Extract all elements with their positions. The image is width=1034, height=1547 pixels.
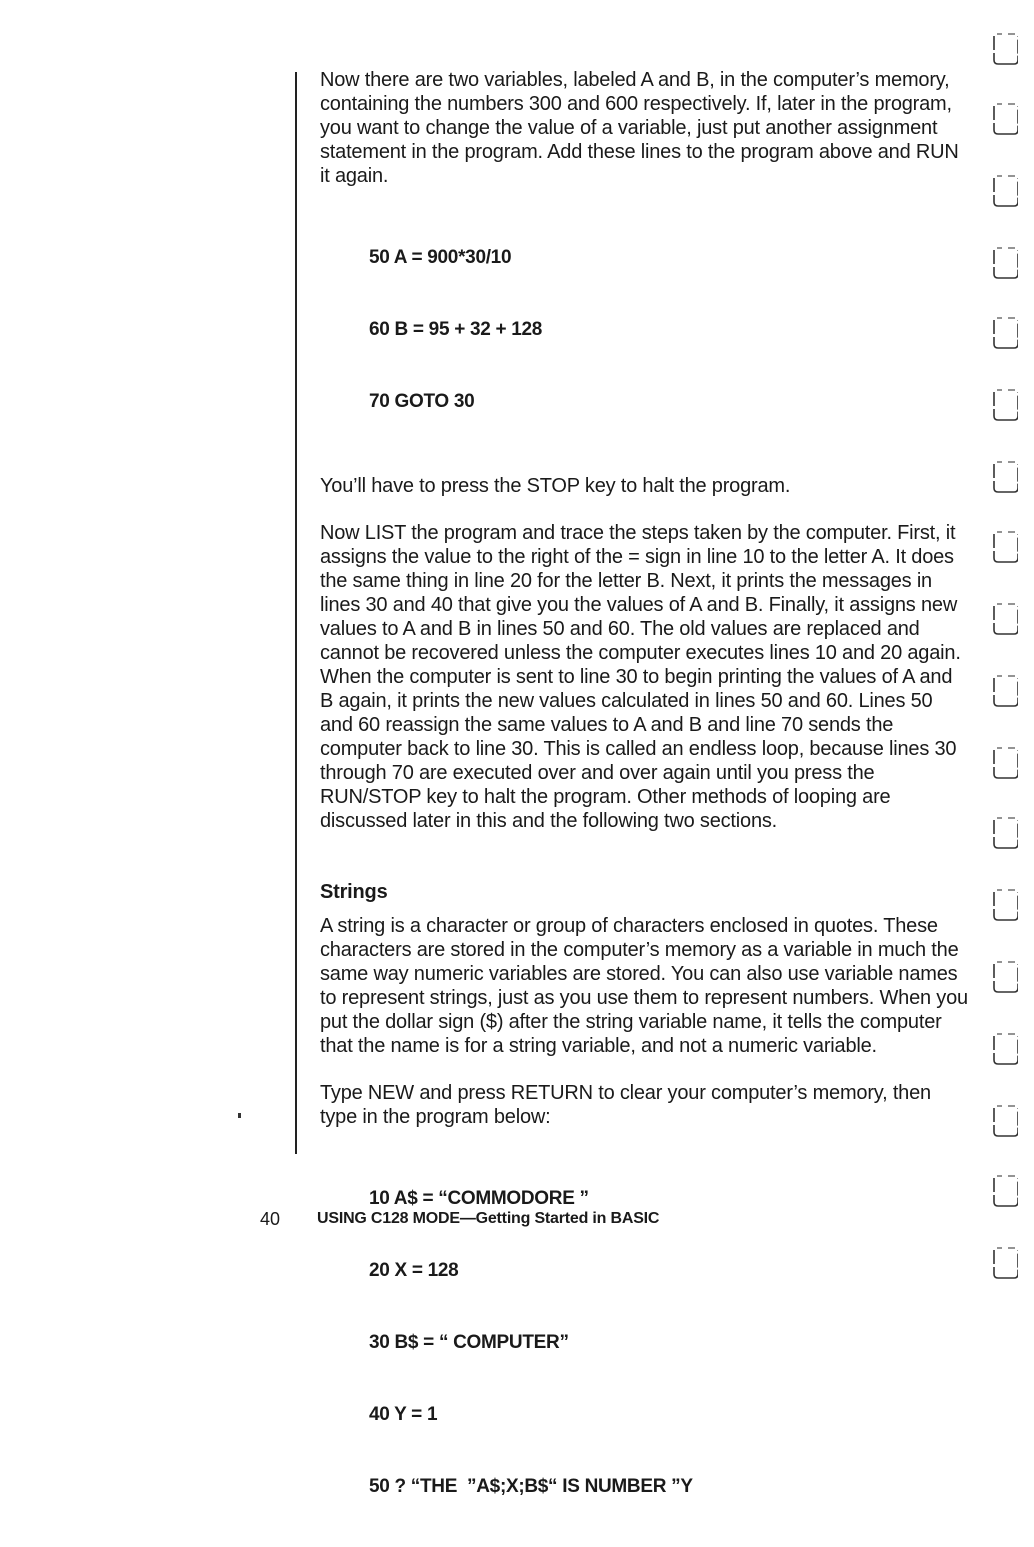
binder-hole-icon: [988, 100, 1018, 138]
paragraph-type-new: Type NEW and press RETURN to clear your computer’s memory, then type in the program below:: [320, 1082, 931, 1128]
binder-hole-icon: [988, 1102, 1018, 1140]
binder-hole-icon: [988, 744, 1018, 782]
code-line: 40 Y = 1: [369, 1404, 438, 1425]
code-line: 20 X = 128: [369, 1260, 459, 1281]
paragraph-variables-intro: Now there are two variables, labeled A and B, in the computer’s memory, containing the numbers 300 and 600 respectively. If, later in the program, you want to change the value of a variable, just put another assignment statement in the program. Add these lines to the program above and RUN it again.: [320, 69, 959, 187]
binder-holes-strip: [982, 0, 1034, 1328]
paragraph-list-program: Now LIST the program and trace the steps taken by the computer. First, it assigns the value to the right of the = sign in line 10 to the letter A. It does the same thing in line 20 for the letter B. Next, it prints the messages in lines 30 and 40 that give you the values of A and B. Finally, it assigns new values to A and B in lines 50 and 60. The old values are replaced and cannot be recovered unless the computer executes lines 10 and 20 again. When the computer is sent to line 30 to begin printing the values of A and B again, it prints the new values calculated in lines 50 and 60. Lines 50 and 60 reassign the same values to A and B and line 70 sends the computer back to line 30. This is called an endless loop, because lines 30 through 70 are executed over and over again until you press the RUN/STOP key to halt the program. Other methods of looping are discussed later in this and the following two sections.: [320, 522, 961, 832]
code-line: 60 B = 95 + 32 + 128: [369, 319, 543, 340]
binder-hole-icon: [988, 958, 1018, 996]
main-text-column: [320, 68, 970, 1547]
code-line: 50 ? “THE ”A$;X;B$“ IS NUMBER ”Y: [369, 1476, 693, 1497]
code-line: 50 A = 900*30/10: [369, 247, 512, 268]
binder-hole-icon: [988, 814, 1018, 852]
binder-hole-icon: [988, 386, 1018, 424]
margin-rule: [295, 72, 297, 1154]
code-listing-1: [369, 198, 970, 462]
section-heading-strings: Strings: [320, 881, 388, 903]
binder-hole-icon: [988, 1172, 1018, 1210]
paragraph-stop-key: You’ll have to press the STOP key to halt the program.: [320, 475, 791, 497]
paragraph-strings-intro: A string is a character or group of characters enclosed in quotes. These characters are stored in the computer’s memory as a variable in much the same way numeric variables are stored. You can also use variable names to represent strings, just as you use them to represent numbers. When you put the dollar sign ($) after the string variable name, it tells the computer that the name is for a string variable, and not a numeric variable.: [320, 915, 968, 1057]
binder-hole-icon: [988, 30, 1018, 68]
binder-hole-icon: [988, 1244, 1018, 1282]
code-listing-2: [369, 1139, 970, 1547]
code-line: 70 GOTO 30: [369, 391, 475, 412]
binder-hole-icon: [988, 672, 1018, 710]
binder-hole-icon: [988, 458, 1018, 496]
page-number: 40: [260, 1209, 281, 1229]
binder-hole-icon: [988, 172, 1018, 210]
binder-hole-icon: [988, 886, 1018, 924]
binder-hole-icon: [988, 244, 1018, 282]
margin-dot: [238, 1113, 241, 1118]
code-line: 30 B$ = “ COMPUTER”: [369, 1332, 569, 1353]
running-footer-title: USING C128 MODE—Getting Started in BASIC: [317, 1210, 660, 1227]
code-line: 10 A$ = “COMMODORE ”: [369, 1188, 589, 1209]
binder-hole-icon: [988, 1030, 1018, 1068]
binder-hole-icon: [988, 528, 1018, 566]
binder-hole-icon: [988, 600, 1018, 638]
binder-hole-icon: [988, 314, 1018, 352]
